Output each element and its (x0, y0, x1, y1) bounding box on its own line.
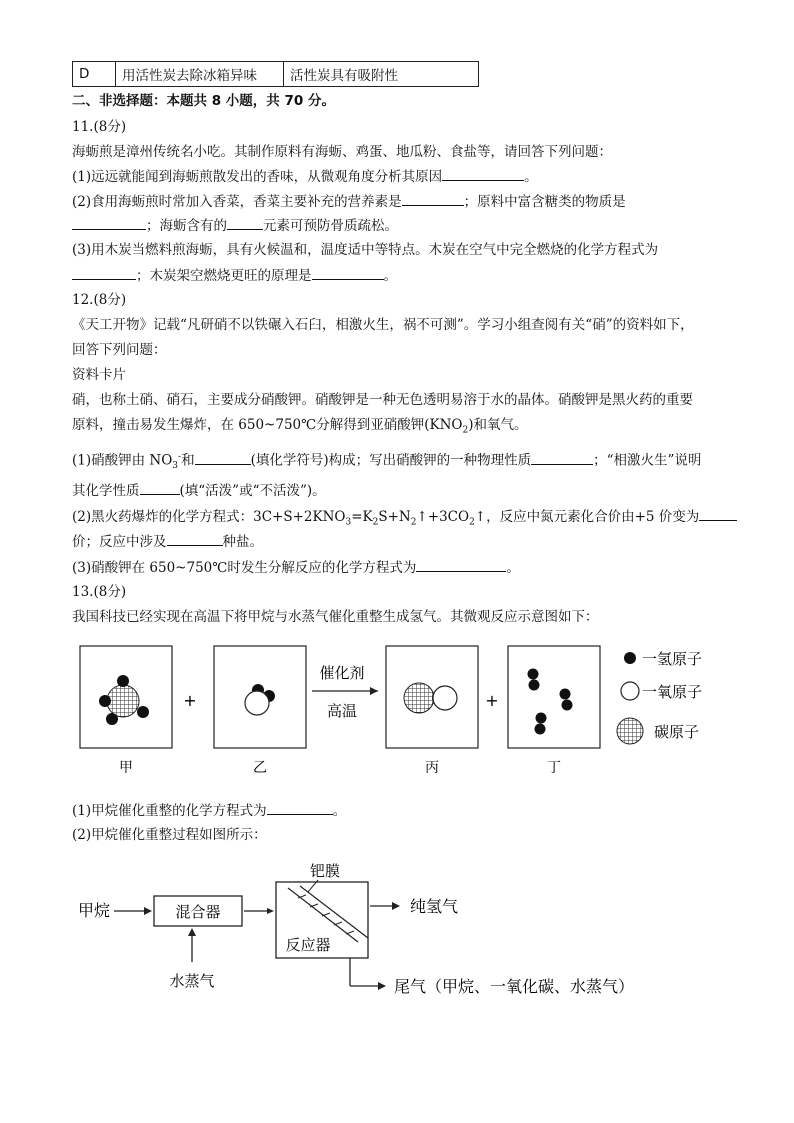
q11-part2-cont (72, 215, 398, 236)
answer-blank[interactable] (227, 215, 263, 230)
steam-label: 水蒸气 (169, 972, 215, 990)
q12-p2-eq2: =K (351, 509, 373, 525)
answer-blank[interactable] (416, 557, 506, 572)
reactor-label: 反应器 (285, 936, 331, 954)
q12-p2-text2: 价；反应中涉及 (72, 534, 167, 550)
membrane-hatch (298, 895, 354, 934)
answer-blank[interactable] (72, 265, 136, 280)
q11-intro: 海蛎煎是漳州传统名小吃。其制作原料有海蛎、鸡蛋、地瓜粉、食盐等，请回答下列问题： (72, 144, 612, 160)
answer-blank[interactable] (167, 531, 223, 546)
answer-blank[interactable] (140, 480, 180, 495)
q11-p2-text2: ；原料中富含糖类的物质是 (463, 194, 626, 210)
q13-p1-end: 。 (332, 803, 347, 819)
label-ding: 丁 (547, 760, 561, 776)
hydrogen-atom (528, 669, 539, 680)
q12-p2-text: ↑，反应中氮元素化合价由+5 价变为 (474, 509, 700, 525)
q11-part3-cont (72, 265, 397, 286)
q12-card2-text: 原料，撞击易发生爆炸，在 650~750℃分解得到亚硝酸钾(KNO (72, 417, 463, 433)
table-row (73, 62, 479, 87)
mixer-label: 混合器 (175, 903, 221, 921)
hydrogen-atom (560, 689, 571, 700)
q12-intro-1: 《天工开物》记载“凡研硝不以铁碾入石臼，相激火生，祸不可测”。学习小组查阅有关“硝”的资料如下， (72, 317, 694, 333)
q11-p1-end: 。 (524, 169, 538, 185)
catalyst-label: 催化剂 (319, 664, 365, 682)
q12-p1-text3: ；“相激火生”说明 (593, 452, 702, 469)
carbon-atom (107, 685, 139, 717)
q12-p2-text3: 种盐。 (222, 534, 263, 550)
hydrogen-atom (117, 675, 129, 687)
label-jia: 甲 (119, 760, 133, 776)
q12-part2 (72, 506, 737, 533)
answer-blank[interactable] (195, 450, 251, 465)
hydrogen-atom (536, 713, 547, 724)
hydrogen-atom (562, 700, 573, 711)
box-ding (508, 646, 600, 748)
q12-number: 12.(8分) (72, 292, 127, 308)
q12-card2-end: )和氧气。 (468, 417, 528, 433)
label-bing: 丙 (425, 760, 439, 776)
q11-p2-text: (2)食用海蛎煎时常加入香菜，香菜主要补充的营养素是 (72, 194, 402, 210)
q12-p1-text4: 其化学性质 (72, 483, 140, 499)
pure-hydrogen-label: 纯氢气 (410, 897, 459, 916)
q13-part1 (72, 800, 346, 821)
hydrogen-atom (99, 695, 111, 707)
answer-option-table (72, 61, 479, 87)
subscript: 2 (469, 517, 475, 528)
q12-p1-text5: (填“活泼”或“不活泼”)。 (179, 483, 326, 499)
q11-part3: (3)用木炭当燃料煎海蛎，具有火候温和，温度适中等特点。木炭在空气中完全燃烧的化学方程式为 (72, 242, 659, 258)
answer-blank[interactable] (72, 215, 146, 230)
process-flow-diagram (72, 858, 732, 1008)
q11-p1-text: (1)远远就能闻到海蛎煎散发出的香味，从微观角度分析其原因 (72, 169, 443, 185)
q12-part1 (72, 447, 701, 476)
q12-card-title: 资料卡片 (72, 367, 126, 383)
q11-number: 11.(8分) (72, 119, 127, 135)
q13-number: 13.(8分) (72, 584, 127, 600)
membrane-label: 钯膜 (310, 862, 341, 880)
q11-p2-text4: 元素可预防骨质疏松。 (263, 218, 398, 234)
section-heading: 二、非选择题：本题共 8 小题，共 70 分。 (72, 93, 335, 109)
plus-sign: + (183, 691, 197, 710)
q12-p1-and: 和 (181, 452, 195, 469)
q11-part2 (72, 191, 626, 212)
answer-blank[interactable] (442, 166, 524, 181)
q11-p2-text3: ；海蛎含有的 (146, 218, 227, 234)
q12-p2-eq4: ↑+3CO (416, 509, 470, 525)
plus-sign: + (485, 691, 499, 710)
subscript: 3 (345, 517, 352, 528)
subscript: 2 (462, 425, 469, 436)
tail-gas-label: 尾气（甲烷、一氧化碳、水蒸气） (394, 977, 635, 996)
q12-part1-cont (72, 480, 326, 501)
q12-p3-end: 。 (506, 560, 520, 576)
q12-part3 (72, 557, 520, 578)
q13-p1-text: (1)甲烷催化重整的化学方程式为 (72, 803, 267, 819)
legend-hydrogen-icon (624, 652, 636, 664)
q12-p2-eq3: S+N (378, 509, 411, 525)
q12-p2-eq1: (2)黑火药爆炸的化学方程式：3C+S+2KNO (72, 509, 346, 525)
q13-intro: 我国科技已经实现在高温下将甲烷与水蒸气催化重整生成氢气。其微观反应示意图如下： (72, 609, 599, 625)
q13-part2: (2)甲烷催化重整过程如图所示： (72, 827, 267, 843)
q12-card-line1: 硝，也称土硝、硝石，主要成分硝酸钾。硝酸钾是一种无色透明易溶于水的晶体。硝酸钾是黑火药的重要 (72, 392, 693, 408)
micro-reaction-diagram (72, 636, 732, 784)
answer-blank[interactable] (267, 800, 333, 815)
hydrogen-atom (106, 713, 118, 725)
q11-part1 (72, 166, 538, 187)
legend-oxygen: 一氧原子 (642, 683, 703, 701)
subscript: 2 (410, 517, 417, 528)
legend-hydrogen: 一氢原子 (642, 650, 703, 668)
option-letter: D (73, 62, 116, 87)
hydrogen-atom (529, 680, 540, 691)
label-yi: 乙 (253, 760, 267, 776)
subscript: 3 (172, 461, 179, 472)
q12-part2-cont (72, 531, 263, 552)
hydrogen-atom (535, 724, 546, 735)
legend-carbon-icon (617, 718, 643, 744)
answer-blank[interactable] (699, 506, 737, 521)
q11-p3-end: 。 (383, 268, 397, 284)
superscript: - (178, 452, 182, 462)
option-reason: 活性炭具有吸附性 (284, 62, 479, 87)
oxygen-atom (245, 691, 269, 715)
q12-intro-2: 回答下列问题： (72, 342, 167, 358)
option-action: 用活性炭去除冰箱异味 (116, 62, 284, 87)
q12-p1-text2: (填化学符号)构成；写出硝酸钾的一种物理性质 (250, 452, 532, 469)
oxygen-atom (433, 686, 457, 710)
q11-p3-text2: ；木炭架空燃烧更旺的原理是 (136, 268, 312, 284)
q12-p1-text: (1)硝酸钾由 NO (72, 452, 173, 469)
legend-oxygen-icon (621, 682, 639, 700)
q12-card-line2 (72, 415, 528, 441)
hydrogen-atom (137, 706, 149, 718)
methane-label: 甲烷 (78, 901, 111, 920)
carbon-atom (404, 683, 434, 713)
legend-carbon: 碳原子 (654, 723, 700, 741)
answer-blank[interactable] (402, 191, 464, 206)
q12-p3-text: (3)硝酸钾在 650~750℃时发生分解反应的化学方程式为 (72, 560, 417, 576)
answer-blank[interactable] (312, 265, 384, 280)
subscript: 2 (372, 517, 379, 528)
condition-label: 高温 (326, 702, 358, 720)
answer-blank[interactable] (531, 450, 593, 465)
